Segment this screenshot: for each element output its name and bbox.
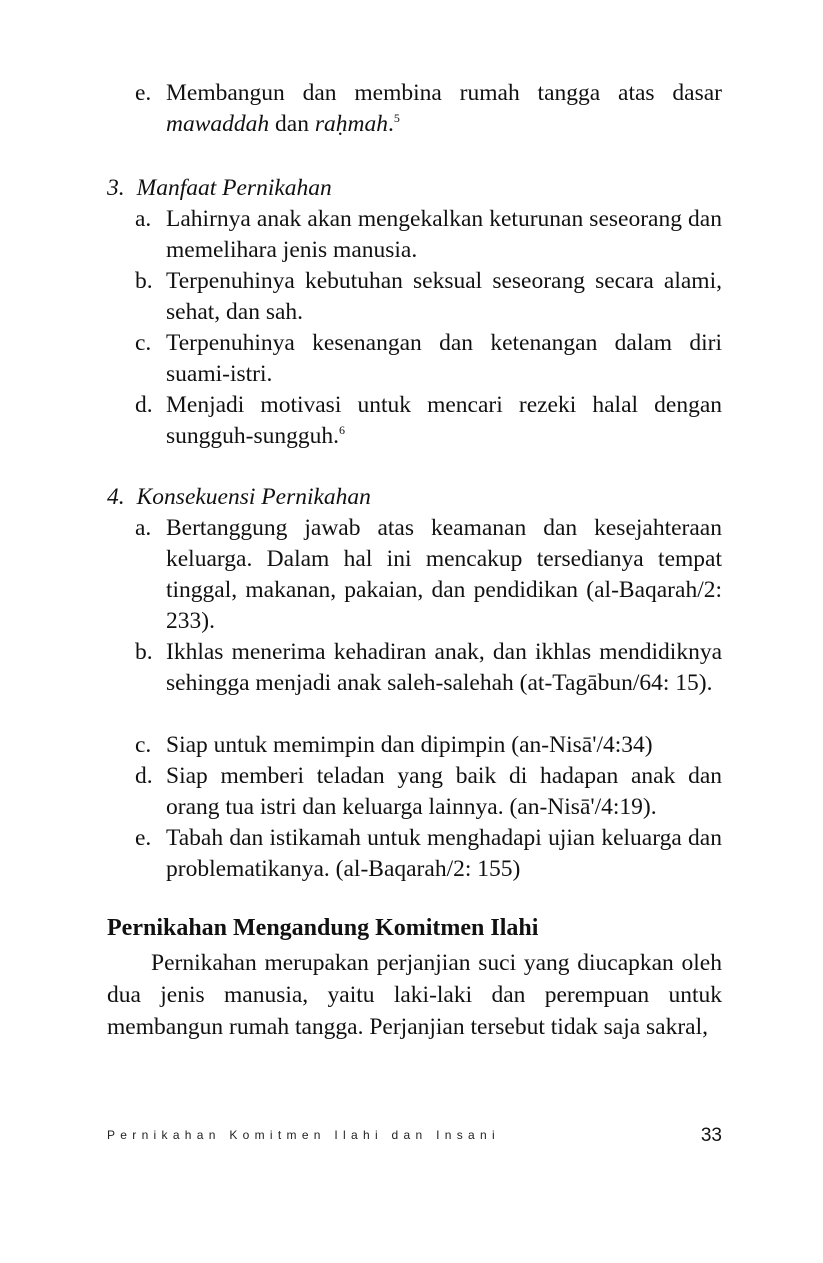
list-item-text-continuation <box>166 109 722 140</box>
list-item <box>107 328 722 390</box>
list-item-text-line: Membangun dan membina rumah tangga atas dasar <box>166 80 722 106</box>
section-title-text: Manfaat Pernikahan <box>136 175 332 201</box>
list-marker: a. <box>135 206 152 232</box>
footnote-marker: 5 <box>393 111 400 126</box>
list-item-text: Siap memberi teladan yang baik di hadapan anak dan orang tua istri dan keluarga lainnya. (an-Nisā'/4:19). <box>166 763 722 820</box>
running-footer-title: Pernikahan Komitmen Ilahi dan Insani <box>107 1128 500 1142</box>
list-item <box>107 266 722 328</box>
section-title-manfaat <box>107 173 332 204</box>
list-item <box>107 637 722 699</box>
list-item-text: Ikhlas menerima kehadiran anak, dan ikhlas mendidiknya sehingga menjadi anak saleh-salehah (at-Tagābun/64: 15). <box>166 639 722 696</box>
list-marker: a. <box>135 515 152 541</box>
list-item <box>107 390 722 452</box>
list-item-text: Menjadi motivasi untuk mencari rezeki halal dengan sungguh-sungguh. <box>166 392 722 449</box>
list-item <box>107 761 722 823</box>
subheading: Pernikahan Mengandung Komitmen Ilahi <box>107 915 539 941</box>
section-number: 3. <box>107 175 125 201</box>
list-marker: d. <box>135 763 153 789</box>
list-item <box>107 204 722 266</box>
list-marker: b. <box>135 268 153 294</box>
list-item-text: Lahirnya anak akan mengekalkan keturunan seseorang dan memelihara jenis manusia. <box>166 206 722 263</box>
list-marker: e. <box>135 80 152 106</box>
body-paragraph: Pernikahan merupakan perjanjian suci yang diucapkan oleh dua jenis manusia, yaitu laki-laki dan perempuan untuk membangun rumah tangga. Perjanjian tersebut tidak saja sakral, <box>107 950 722 1040</box>
list-marker: e. <box>135 825 152 851</box>
period: . <box>387 111 394 137</box>
section-title-konsekuensi <box>107 482 371 513</box>
list-item-text: Tabah dan istikamah untuk menghadapi ujian keluarga dan problematikanya. (al-Baqarah/2: 155) <box>166 825 722 882</box>
list-item <box>107 823 722 885</box>
list-marker: c. <box>135 732 152 758</box>
list-item-text: Siap untuk memimpin dan dipimpin (an-Nisā'/4:34) <box>166 732 653 758</box>
list-marker: b. <box>135 639 153 665</box>
list-item-text-with-note <box>166 390 722 452</box>
page-number: 33 <box>700 1125 722 1146</box>
list-marker: c. <box>135 330 152 356</box>
list-item-text: Bertanggung jawab atas keamanan dan kesejahteraan keluarga. Dalam hal ini mencakup tersedianya tempat tinggal, makanan, pakaian, dan pendidikan (al-Baqarah/2: 233). <box>166 515 722 634</box>
list-item <box>107 513 722 637</box>
conjunction: dan <box>269 111 315 137</box>
term-mawaddah: mawaddah <box>166 111 270 137</box>
list-item-text: Terpenuhinya kesenangan dan ketenangan dalam diri suami-istri. <box>166 330 722 387</box>
term-rahmah: raḥmah <box>314 111 388 137</box>
list-item <box>107 78 722 140</box>
section-title-text: Konsekuensi Pernikahan <box>136 484 371 510</box>
list-item-text: Terpenuhinya kebutuhan seksual seseorang secara alami, sehat, dan sah. <box>166 268 722 325</box>
list-marker: d. <box>135 392 153 418</box>
section-number: 4. <box>107 484 125 510</box>
list-item <box>107 730 722 761</box>
footnote-marker: 6 <box>339 423 345 438</box>
